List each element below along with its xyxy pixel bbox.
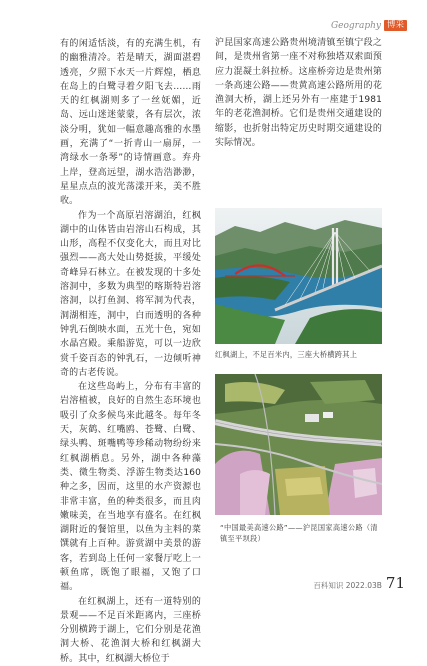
page-number: 71 [385,574,405,592]
page-footer [313,574,405,592]
photo-caption: 红枫湖上，不足百米内，三座大桥横跨其上 [215,350,358,359]
page-header [331,20,407,31]
expressway-aerial-photo [215,374,382,515]
magazine-issue: 百科知识 2022.03B [313,581,382,590]
paragraph: 沪昆国家高速公路贵州境清镇至镇宁段之间，是贵州省第一座不对称独塔双索面预应力混凝土斜拉桥。这座桥旁边是贵州第一条高速公路——贵黄高速公路所用的花渔洞大桥，湖上还另外有一座建于1981年的老花渔洞桥。它们是贵州交通建设的缩影，也折射出特定历史时期交通建设的实际情况。 [215,38,382,149]
paragraph: 有的闲适恬淡，有的充满生机，有的幽雅清冷。若是晴天，湖面湛碧透亮，夕照下水天一片辉煌，栖息在岛上的白鹭寻着夕阳飞去……雨天的红枫湖则多了一丝妩媚，近岛、远山迷迷蒙蒙，各有层次，浓淡分明，犹如一幅意趣高雅的水墨画，充满了“一折青山一扇屏，一湾绿水一条琴”的诗情画意。弃舟上岸，登高远望，湖水浩浩渺渺，星星点点的波光荡漾开来，美不胜收。 [60,39,201,207]
paragraph: 作为一个高原岩溶湖泊，红枫湖中的山体皆由岩溶山石构成，其山形，高程不仅变化大，而且对比强烈——高大处山势挺拔，平缓处奇峰异石林立。在被发现的十多处溶洞中，多数为典型的喀斯特岩溶溶洞，以打鱼洞、将军洞为代表，洞湖相连，洞中，白而透明的各种钟乳石倒映水面，五光十色，宛如水晶宫殿。乘船游览，可以一边欣赏千姿百态的钟乳石，一边倾听神奇的古老传说。 [60,210,201,378]
right-text-column [215,36,382,150]
photo-caption: “中国最美高速公路”——沪昆国家高速公路（清镇至平坝段） [220,523,378,543]
section-label: Geography [330,20,381,31]
section-tag: 博采 [384,20,407,31]
paragraph: 在这些岛屿上，分布有丰富的岩溶植被，良好的自然生态环境也吸引了众多候鸟来此越冬。每年冬天，灰鹤、红嘴鸥、苍鹭、白鹭、绿头鸭、斑嘴鸭等珍稀动物纷纷来红枫湖栖息。另外，湖中各种藻类、微生物类、浮游生物类达160种之多，因而，这里的水产资源也非常丰富，鱼的种类很多，而且肉嫩味美，在当地享有盛名。在红枫湖附近的餐馆里，以鱼为主料的菜馔就有上百种。游赏湖中美景的游客，若到岛上任何一家餐厅吃上一顿鱼席，既饱了眼福，又饱了口福。 [60,382,201,593]
left-text-column [60,37,201,666]
lake-bridges-photo [215,208,382,344]
paragraph: 在红枫湖上，还有一道特别的景观——不足百米距离内，三座桥分别横跨于湖上，它们分别是花渔洞大桥、花渔洞大桥和红枫湖大桥。其中，红枫湖大桥位于 [60,596,201,664]
